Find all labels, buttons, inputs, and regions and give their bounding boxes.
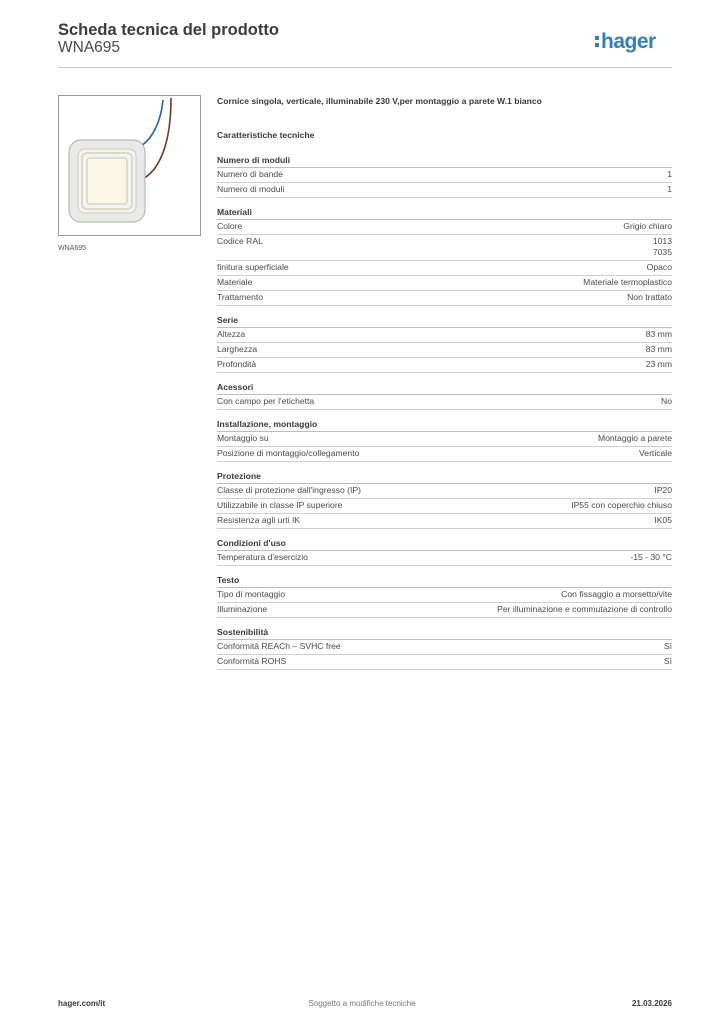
section-title: Acessori [217, 381, 672, 395]
spec-section [217, 206, 672, 306]
spec-value-text: Sì [663, 641, 672, 651]
spec-value-text: Verticale [639, 448, 672, 458]
spec-value-text: Con fissaggio a morsetto/vite [561, 589, 672, 599]
spec-value-text: No [661, 396, 672, 406]
spec-value-text: Materiale termoplastico [583, 277, 672, 287]
spec-sections [217, 154, 672, 670]
spec-label: Profondità [217, 359, 257, 369]
spec-value-text: 1 [667, 169, 672, 179]
spec-row [217, 603, 672, 618]
section-title: Protezione [217, 470, 672, 484]
spec-section [217, 537, 672, 566]
spec-value [598, 433, 672, 444]
product-frame-image [59, 96, 200, 235]
spec-value [664, 641, 672, 652]
footer-note: Soggetto a modifiche tecniche [308, 999, 416, 1008]
header-divider [58, 67, 672, 68]
spec-row [217, 514, 672, 529]
spec-label: Numero di moduli [217, 184, 285, 194]
spec-value-text: Grigio chiaro [623, 221, 672, 231]
hager-logo[interactable] [594, 27, 674, 57]
spec-value-text: Sì [663, 656, 672, 666]
spec-label: Temperatura d'esercizio [217, 552, 308, 562]
spec-label: Illuminazione [217, 604, 268, 614]
spec-row [217, 395, 672, 410]
spec-row [217, 220, 672, 235]
spec-value [654, 485, 672, 496]
section-title: Sostenibilità [217, 626, 672, 640]
spec-value-text: IP20 [654, 485, 672, 495]
spec-value-text: Montaggio a parete [597, 433, 672, 443]
spec-value-text: Opaco [646, 262, 672, 272]
page-title: Scheda tecnica del prodotto [58, 21, 279, 39]
spec-value [497, 604, 672, 615]
spec-row [217, 261, 672, 276]
section-title: Numero di moduli [217, 154, 672, 168]
spec-row [217, 499, 672, 514]
spec-value-text: 23 mm [645, 359, 672, 369]
spec-row [217, 551, 672, 566]
spec-label: Montaggio su [217, 433, 269, 443]
spec-row [217, 640, 672, 655]
spec-value [661, 396, 672, 407]
spec-row [217, 183, 672, 198]
spec-label: Utilizzabile in classe IP superiore [217, 500, 343, 510]
spec-value [646, 329, 672, 340]
spec-section [217, 154, 672, 198]
spec-row [217, 328, 672, 343]
spec-label: Trattamento [217, 292, 264, 302]
logo-dot-bottom [595, 43, 599, 47]
spec-section [217, 626, 672, 670]
spec-value [646, 344, 672, 355]
spec-row [217, 276, 672, 291]
spec-table [217, 95, 672, 678]
spec-label: Conformità ROHS [217, 656, 287, 666]
logo-dot-top [595, 36, 599, 40]
spec-value-text: 1013 [652, 236, 672, 246]
spec-value [664, 656, 672, 667]
spec-value [561, 589, 672, 600]
spec-value [627, 292, 672, 303]
spec-label: Classe di protezione dall'ingresso (IP) [217, 485, 361, 495]
spec-section [217, 418, 672, 462]
spec-value [653, 236, 672, 258]
spec-label: Materiale [217, 277, 253, 287]
spec-value-text: -15 - 30 °C [630, 552, 672, 562]
spec-row [217, 343, 672, 358]
spec-value [571, 500, 672, 511]
section-title: Materiali [217, 206, 672, 220]
spec-label: Posizione di montaggio/collegamento [217, 448, 360, 458]
product-description: Cornice singola, verticale, illuminabile 230 V,per montaggio a parete W.1 bianco [217, 96, 542, 106]
spec-value-text: IK05 [654, 515, 672, 525]
spec-value [647, 262, 672, 273]
spec-row [217, 484, 672, 499]
spec-value [667, 169, 672, 180]
spec-label: Larghezza [217, 344, 258, 354]
spec-row [217, 235, 672, 261]
spec-row [217, 432, 672, 447]
spec-value [583, 277, 672, 288]
section-title: Testo [217, 574, 672, 588]
spec-value [667, 184, 672, 195]
spec-value [654, 515, 672, 526]
spec-value [646, 359, 672, 370]
spec-row [217, 588, 672, 603]
spec-subheading: Caratteristiche tecniche [217, 130, 315, 140]
spec-section [217, 574, 672, 618]
spec-label: finitura superficiale [217, 262, 289, 272]
spec-value-text: 83 mm [645, 329, 672, 339]
spec-row [217, 655, 672, 670]
spec-label: Resistenza agli urti IK [217, 515, 301, 525]
spec-value-text: Non trattato [627, 292, 672, 302]
spec-value-text-2: 7035 [652, 247, 672, 257]
spec-value-text: 83 mm [645, 344, 672, 354]
spec-section [217, 381, 672, 410]
spec-label: Colore [217, 221, 243, 231]
spec-section [217, 314, 672, 373]
spec-value-text: 1 [667, 184, 672, 194]
section-title: Condizioni d'uso [217, 537, 672, 551]
spec-row [217, 291, 672, 306]
frame-inner-opening [87, 158, 127, 204]
spec-value-text: Per illuminazione e commutazione di controllo [497, 604, 672, 614]
spec-label: Altezza [217, 329, 246, 339]
spec-row [217, 168, 672, 183]
section-title: Installazione, montaggio [217, 418, 672, 432]
logo-wordmark: hager [601, 30, 656, 53]
spec-label: Numero di bande [217, 169, 283, 179]
spec-value [630, 552, 672, 563]
spec-value [639, 448, 672, 459]
spec-row [217, 447, 672, 462]
spec-row [217, 358, 672, 373]
spec-label: Tipo di montaggio [217, 589, 285, 599]
spec-section [217, 470, 672, 529]
product-code: WNA695 [58, 39, 121, 56]
spec-label: Conformità REACh – SVHC free [217, 641, 341, 651]
product-photo [58, 95, 201, 236]
footer-website[interactable]: hager.com/it [58, 999, 106, 1008]
photo-caption: WNA695 [58, 245, 87, 252]
spec-value-text: IP55 con coperchio chiuso [571, 500, 672, 510]
spec-label: Con campo per l'etichetta [217, 396, 315, 406]
spec-value [623, 221, 672, 232]
spec-label: Codice RAL [217, 236, 263, 246]
footer-date: 21.03.2026 [631, 999, 672, 1008]
section-title: Serie [217, 314, 672, 328]
